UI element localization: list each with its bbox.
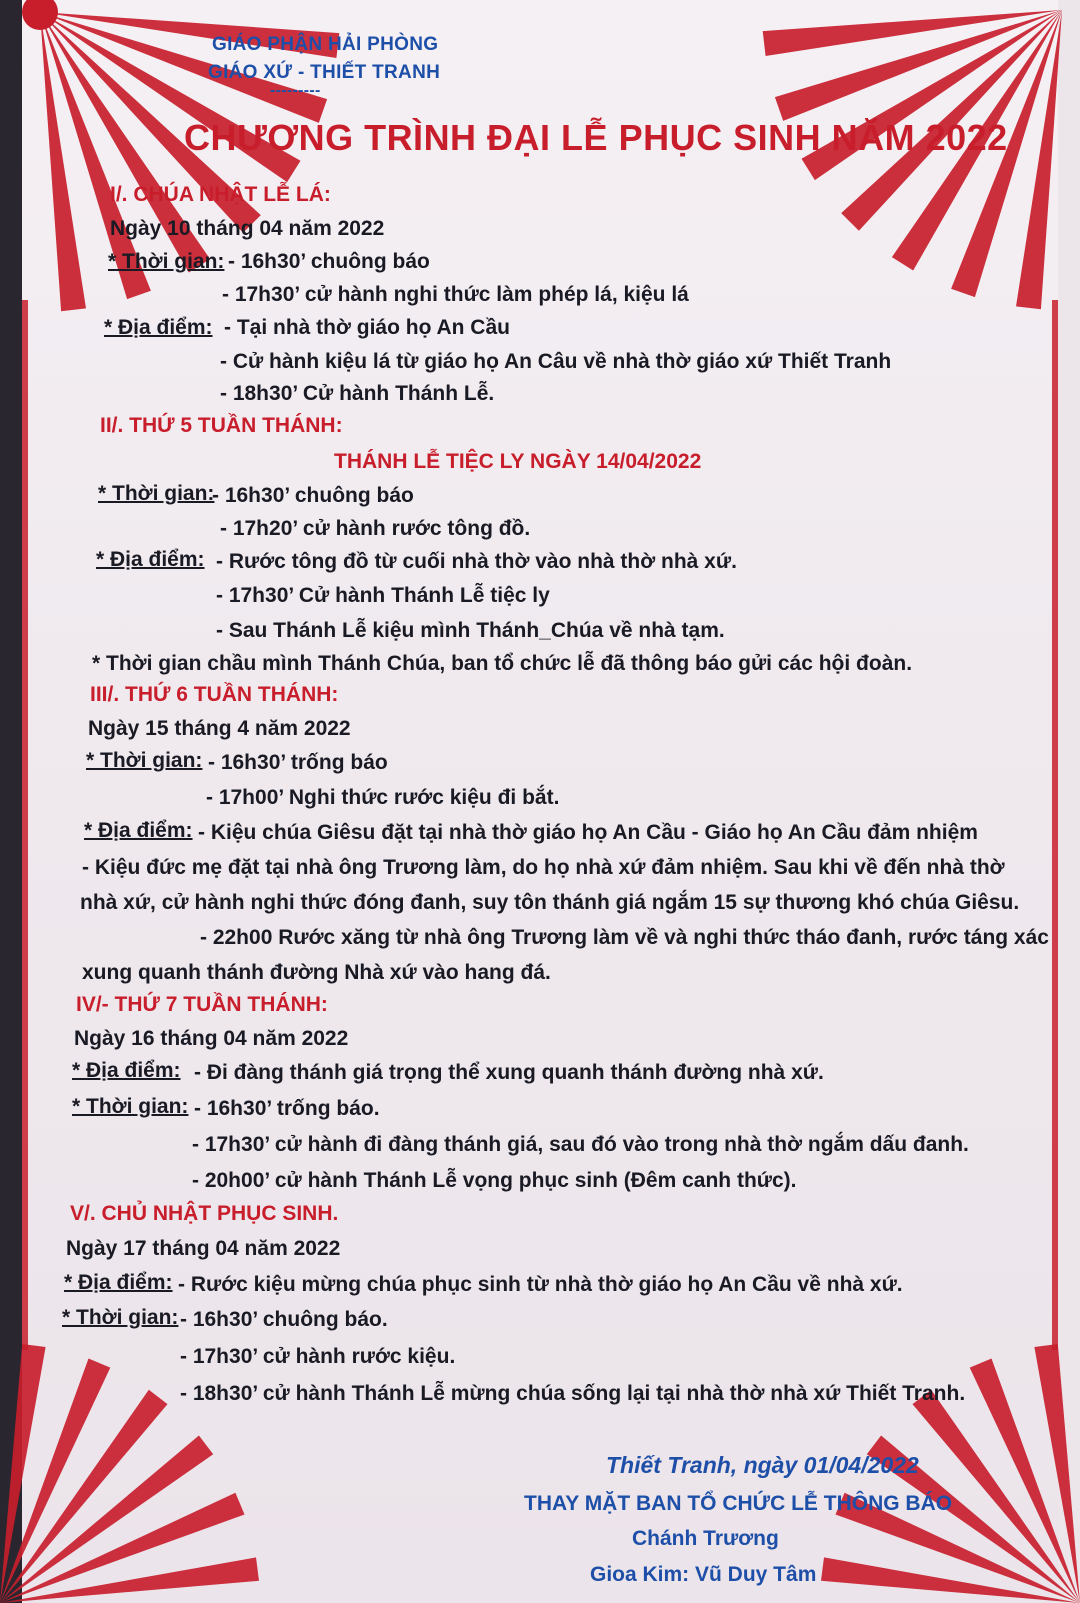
section-1-time-1: - 16h30’ chuông báo	[228, 250, 430, 273]
section-3-place-3: nhà xứ, cử hành nghi thức đóng đanh, suy tôn thánh giá ngắm 15 sự thương khó chúa Giêsu.	[80, 891, 1020, 914]
section-1-place-label: * Địa điểm:	[104, 316, 213, 339]
photo-left-margin	[0, 0, 22, 1603]
section-4-time-1: - 16h30’ trống báo.	[194, 1097, 380, 1120]
section-3-place-2: - Kiệu đức mẹ đặt tại nhà ông Trương làm, do họ nhà xứ đảm nhiệm. Sau khi về đến nhà thờ	[82, 856, 1005, 879]
ray	[763, 10, 1062, 56]
ray	[1034, 1344, 1080, 1603]
section-3-date: Ngày 15 tháng 4 năm 2022	[88, 717, 351, 740]
header-divider: ---------	[270, 82, 321, 99]
section-5-heading: V/. CHỦ NHẬT PHỤC SINH.	[70, 1202, 339, 1225]
section-1-heading: I/. CHÚA NHẬT LỄ LÁ:	[110, 183, 331, 206]
section-4-time-label: * Thời gian:	[72, 1095, 189, 1118]
section-4-time-3: - 20h00’ cử hành Thánh Lễ vọng phục sinh (Đêm canh thức).	[192, 1169, 797, 1192]
section-1-place-3: - 18h30’ Cử hành Thánh Lễ.	[220, 382, 495, 405]
section-2-note: * Thời gian chầu mình Thánh Chúa, ban tổ chức lễ đã thông báo gửi các hội đoàn.	[92, 652, 913, 675]
section-3-place-4: - 22h00 Rước xăng từ nhà ông Trương làm về và nghi thức tháo đanh, rước táng xác	[200, 926, 1049, 949]
section-2-time-2: - 17h20’ cử hành rước tông đồ.	[220, 517, 531, 540]
section-3-place-5: xung quanh thánh đường Nhà xứ vào hang đá.	[82, 961, 551, 984]
section-1-time-label: * Thời gian:	[108, 250, 225, 273]
ray	[0, 1557, 259, 1603]
section-3-place-1: - Kiệu chúa Giêsu đặt tại nhà thờ giáo họ An Cầu - Giáo họ An Cầu đảm nhiệm	[198, 821, 978, 844]
section-1-date: Ngày 10 tháng 04 năm 2022	[110, 217, 385, 240]
section-3-time-2: - 17h00’ Nghi thức rước kiệu đi bắt.	[206, 786, 560, 809]
section-4-date: Ngày 16 tháng 04 năm 2022	[74, 1027, 349, 1050]
section-2-subheading: THÁNH LỄ TIỆC LY NGÀY 14/04/2022	[334, 450, 702, 473]
section-5-time-label: * Thời gian:	[62, 1306, 179, 1329]
section-2-time-label: * Thời gian:	[98, 482, 215, 505]
section-3-time-1: - 16h30’ trống báo	[208, 751, 388, 774]
signature-on-behalf: THAY MẶT BAN TỔ CHỨC LỄ THÔNG BÁO	[524, 1492, 953, 1515]
section-1-time-2: - 17h30’ cử hành nghi thức làm phép lá, kiệu lá	[222, 283, 689, 306]
section-4-place-1: - Đi đàng thánh giá trọng thể xung quanh thánh đường nhà xứ.	[194, 1061, 824, 1084]
ray	[821, 1557, 1080, 1603]
page-title: CHƯƠNG TRÌNH ĐẠI LỄ PHỤC SINH NĂM 2022	[184, 117, 1008, 158]
ray	[1016, 10, 1062, 309]
right-edge-stripe	[1052, 300, 1058, 1350]
section-5-time-3: - 18h30’ cử hành Thánh Lễ mừng chúa sống lại tại nhà thờ nhà xứ Thiết Tranh.	[180, 1382, 966, 1405]
section-5-place-label: * Địa điểm:	[64, 1271, 173, 1294]
section-2-place-1: - Rước tông đồ từ cuối nhà thờ vào nhà thờ nhà xứ.	[216, 550, 737, 573]
signature-role: Chánh Trương	[632, 1527, 779, 1550]
section-2-place-2: - 17h30’ Cử hành Thánh Lễ tiệc ly	[216, 584, 550, 607]
section-4-time-2: - 17h30’ cử hành đi đàng thánh giá, sau đó vào trong nhà thờ ngắm dấu đanh.	[192, 1133, 969, 1156]
section-5-time-2: - 17h30’ cử hành rước kiệu.	[180, 1345, 456, 1368]
parish-name: GIÁO XỨ - THIẾT TRANH	[208, 62, 441, 83]
section-3-heading: III/. THỨ 6 TUẦN THÁNH:	[90, 683, 339, 706]
section-4-place-label: * Địa điểm:	[72, 1059, 181, 1082]
signature-place-date: Thiết Tranh, ngày 01/04/2022	[606, 1452, 919, 1478]
section-2-heading: II/. THỨ 5 TUẦN THÁNH:	[100, 414, 343, 437]
section-1-place-2: - Cử hành kiệu lá từ giáo họ An Câu về nhà thờ giáo xứ Thiết Tranh	[220, 350, 892, 373]
signature-name: Gioa Kim: Vũ Duy Tâm	[590, 1563, 817, 1586]
section-5-time-1: - 16h30’ chuông báo.	[180, 1308, 388, 1331]
section-2-place-3: - Sau Thánh Lễ kiệu mình Thánh_Chúa về nhà tạm.	[216, 619, 725, 642]
section-3-time-label: * Thời gian:	[86, 749, 203, 772]
ray	[40, 12, 86, 311]
section-5-date: Ngày 17 tháng 04 năm 2022	[66, 1237, 341, 1260]
section-3-place-label: * Địa điểm:	[84, 819, 193, 842]
section-5-place-1: - Rước kiệu mừng chúa phục sinh từ nhà thờ giáo họ An Cầu về nhà xứ.	[178, 1273, 903, 1296]
section-2-time-1: - 16h30’ chuông báo	[212, 484, 414, 507]
section-1-place-1: - Tại nhà thờ giáo họ An Cầu	[224, 316, 510, 339]
section-4-heading: IV/- THỨ 7 TUẦN THÁNH:	[76, 993, 328, 1016]
section-2-place-label: * Địa điểm:	[96, 548, 205, 571]
left-edge-stripe	[22, 300, 28, 1350]
diocese-name: GIÁO PHẬN HẢI PHÒNG	[212, 34, 439, 55]
